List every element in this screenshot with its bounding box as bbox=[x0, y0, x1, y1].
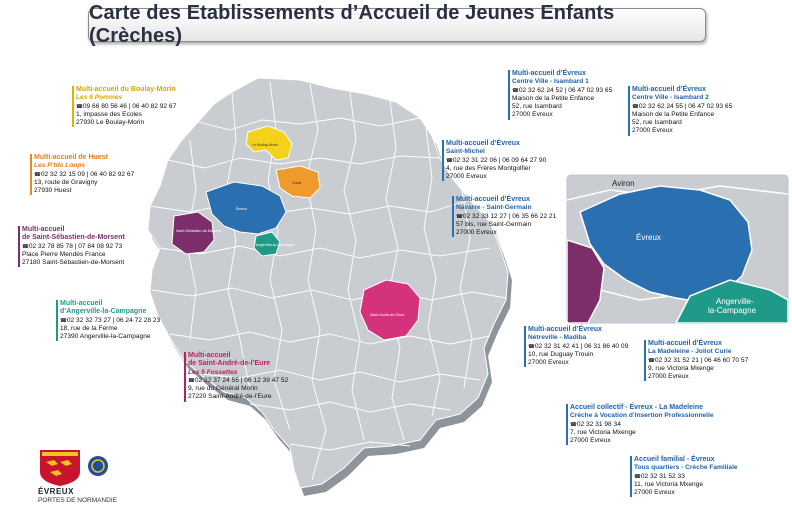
inset-label-aviron: Aviron bbox=[612, 179, 635, 188]
card-la-madeleine: Multi-accueil d’Évreux La Madeleine - Joliot Curie ☎ 02 32 31 52 21 | 06 46 60 70 57 9, rue Victoria Mxenge 27000 Evreux bbox=[648, 340, 748, 381]
card-saint-andre: Multi-accueil de Saint-André-de-l’Eure Les 5 Fossettes ☎ 02 32 37 24 55 | 06 12 39 47 52 9, rue du Général Morin 27220 Saint-André-de-l’Eure bbox=[188, 352, 288, 402]
inset-label-angerville-2: la-Campagne bbox=[708, 306, 757, 315]
map-label-boulay: Le Boulay-Morin bbox=[252, 143, 279, 147]
card-netreville: Multi-accueil d’Évreux Nétreville - Madiba ☎ 02 32 31 42 41 | 06 31 86 40 09 10, rue Duguay Trouin 27000 Evreux bbox=[528, 326, 628, 367]
card-isambard-2: Multi-accueil d’Évreux Centre Ville - Isambard 2 ☎ 02 32 62 24 55 | 06 47 02 93 65 Maison de la Petite Enfance 52, rue Isambard 27000 Evreux bbox=[632, 86, 732, 136]
evreux-inset-map bbox=[567, 175, 788, 323]
map-label-huest: Huest bbox=[292, 181, 302, 185]
card-saint-sebastien: Multi-accueil de Saint-Sébastien-de-Morsent ☎ 02 32 78 85 78 | 07 84 08 92 73 Place Pierre Mendès France 27180 Saint-Sébastien-de-Morsent bbox=[22, 226, 125, 267]
card-saint-michel: Multi-accueil d’Évreux Saint-Michel ☎ 02 32 31 22 06 | 06 09 64 27 90 4, rue des Frères Montgolfier 27000 Evreux bbox=[446, 140, 546, 181]
card-huest: Multi-accueil de Huest Les P’tits Loups ☎ 02 32 32 15 09 | 06 40 82 92 67 13, route de Gravigny 27930 Huest bbox=[34, 154, 134, 195]
card-isambard-1: Multi-accueil d’Évreux Centre Ville - Isambard 1 ☎ 02 32 62 24 52 | 06 47 02 93 65 Maison de la Petite Enfance 52, rue Isambard 27000 Evreux bbox=[512, 70, 612, 120]
map-label-st-sebastien: Saint-Sébastien-de-Morsent bbox=[176, 229, 221, 233]
card-accueil-collectif: Accueil collectif - Évreux - La Madeleine Crèche à Vocation d’Insertion Professionnelle ☎ 02 32 31 98 34 7, rue Victoria Mxenge 27000 Evreux bbox=[570, 404, 714, 445]
page-title: Carte des Etablissements d’Accueil de Jeunes Enfants (Crèches) bbox=[89, 2, 615, 47]
card-navarre: Multi-accueil d’Évreux Navarre - Saint-Germain ☎ 02 32 33 12 27 | 06 35 66 22 21 57 bis, rue Saint-Germain 27000 Evreux bbox=[456, 196, 556, 237]
map-label-angerville: Angerville-la-Campagne bbox=[256, 243, 295, 247]
inset-label-evreux: Évreux bbox=[636, 233, 661, 242]
emblem-icon bbox=[88, 456, 108, 476]
map-label-evreux: Évreux bbox=[236, 207, 248, 211]
card-accueil-familial: Accueil familial - Évreux Tous quartiers - Crèche Familiale ☎ 02 32 31 52 33 11, rue Victoria Mxenge 27000 Evreux bbox=[634, 456, 738, 497]
card-angerville: Multi-accueil d’Angerville-la-Campagne ☎ 02 32 32 73 27 | 06 24 72 28 23 18, rue de la Ferme 27390 Angerville-la-Campagne bbox=[60, 300, 160, 341]
card-boulay-morin: Multi-accueil du Boulay-Morin Les 6 Pommes ☎ 09 66 80 56 46 | 06 40 82 92 67 1, impasse des Ecoles 27930 Le Boulay-Morin bbox=[76, 86, 176, 127]
map-label-st-andre: Saint-André-de-l’Eure bbox=[370, 313, 405, 317]
inset-label-angerville-1: Angerville- bbox=[716, 297, 754, 306]
logo-caption: ÉVREUX PORTES DE NORMANDIE bbox=[38, 487, 117, 504]
